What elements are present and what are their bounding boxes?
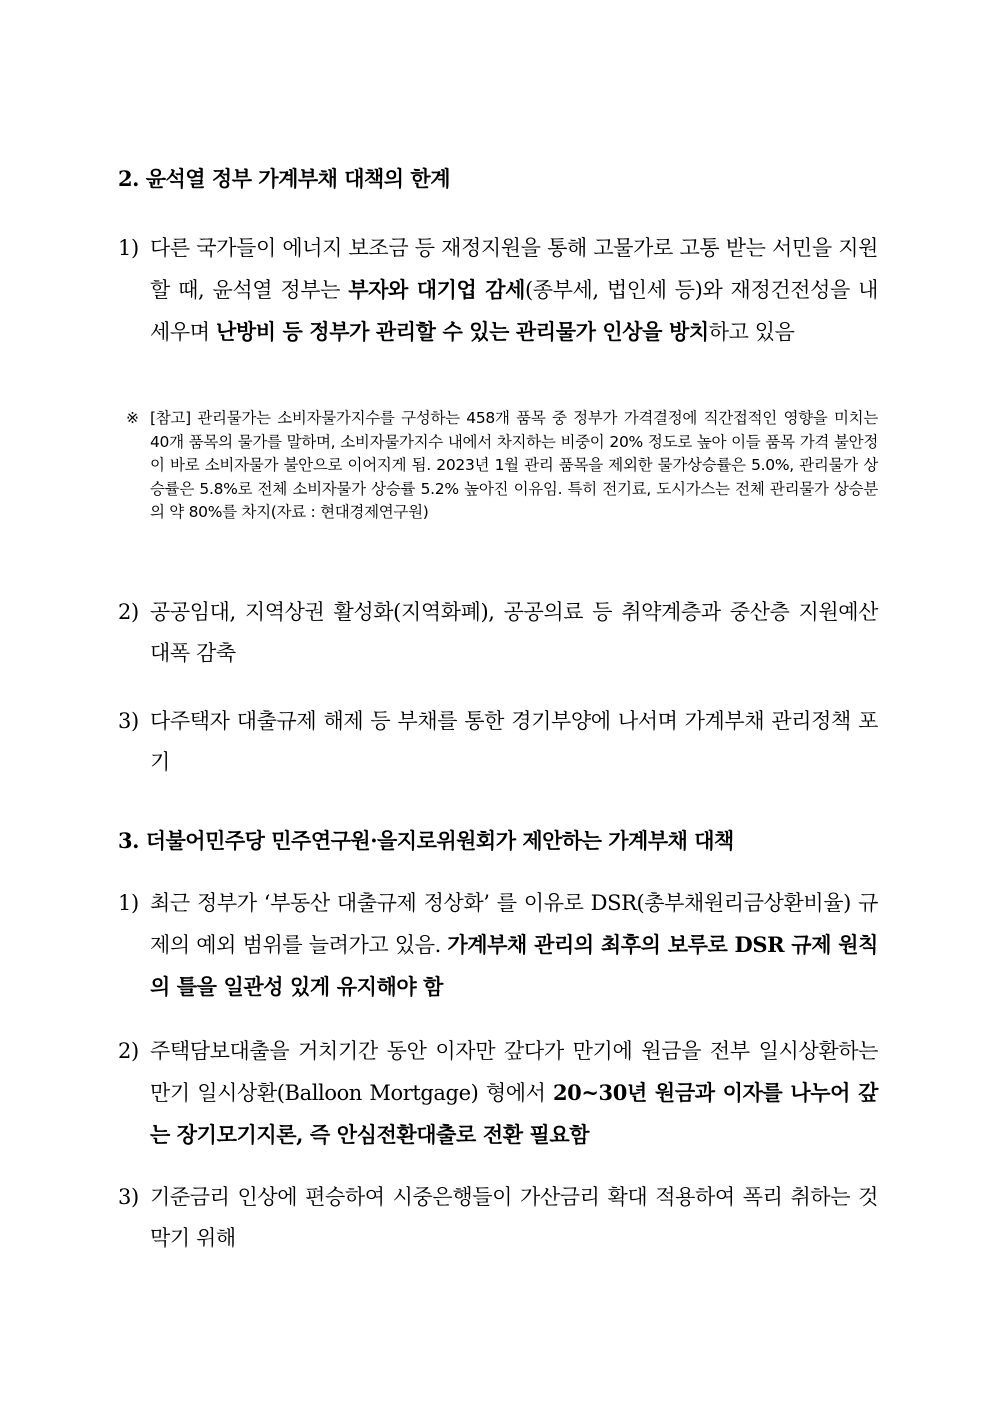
item-number: 1) — [118, 891, 139, 915]
item-number: 3) — [118, 709, 139, 733]
item-number: 1) — [118, 236, 139, 260]
bold-emphasis: 가계부채 관리의 최후의 보루로 DSR 규제 원칙의 틀을 일관성 있게 유지해야 함 — [150, 932, 879, 999]
section-2-item-1 — [118, 228, 878, 353]
section-3-item-1 — [118, 883, 878, 1008]
section-3-item-2 — [118, 1031, 878, 1156]
item-text: 공공임대, 지역상권 활성화(지역화폐), 공공의료 등 취약계층과 중산층 지원예산 대폭 감축 — [150, 600, 878, 665]
bold-emphasis: 난방비 등 정부가 관리할 수 있는 관리물가 인상을 방치 — [215, 319, 709, 344]
item-text: 기준금리 인상에 편승하여 시중은행들이 가산금리 확대 적용하여 폭리 취하는 것 막기 위해 — [150, 1185, 878, 1250]
bold-emphasis: 부자와 대기업 감세 — [348, 277, 525, 302]
item-text: 최근 정부가 ‘부동산 대출규제 정상화’ 를 이유로 DSR(총부채원리금상환비율) 규제의 예외 범위를 늘려가고 있음. 가계부채 관리의 최후의 보루로 DSR 규제 원칙의 틀을 일관성 있게 유지해야 함 — [150, 891, 879, 999]
item-number: 3) — [118, 1185, 139, 1209]
reference-note — [126, 407, 878, 525]
section-2-item-2 — [118, 592, 878, 674]
note-mark: ※ — [126, 409, 139, 427]
item-text: 다른 국가들이 에너지 보조금 등 재정지원을 통해 고물가로 고통 받는 서민을 지원할 때, 윤석열 정부는 부자와 대기업 감세(종부세, 법인세 등)와 재정건전성을 내세우며 난방비 등 정부가 관리할 수 있는 관리물가 인상을 방치하고 있음 — [150, 236, 878, 344]
item-number: 2) — [118, 1039, 139, 1063]
section-2-heading: 2. 윤석열 정부 가계부채 대책의 한계 — [118, 166, 450, 191]
item-number: 2) — [118, 600, 139, 624]
bold-emphasis: 20~30년 원금과 이자를 나누어 갚는 장기모기지론, 즉 안심전환대출로 전환 필요함 — [150, 1080, 878, 1147]
section-3-heading: 3. 더불어민주당 민주연구원·을지로위원회가 제안하는 가계부채 대책 — [118, 828, 734, 853]
item-text: 다주택자 대출규제 해제 등 부채를 통한 경기부양에 나서며 가계부채 관리정책 포기 — [150, 709, 878, 774]
note-text: [참고] 관리물가는 소비자물가지수를 구성하는 458개 품목 중 정부가 가격결정에 직간접적인 영향을 미치는 40개 품목의 물가를 말하며, 소비자물가지수 내에서 차지하는 비중이 20% 정도로 높아 이들 품목 가격 불안정이 바로 소비자물가 불안으로 이어지게 됨. 2023년 1월 관리 품목을 제외한 물가상승률은 5.0%, 관리물가 상승률은 5.8%로 전체 소비자물가 상승률 5.2% 높아진 이유임. 특히 전기료, 도시가스는 전체 관리물가 상승분의 약 80%를 차지(자료 : 현대경제연구원) — [150, 409, 878, 521]
section-3-item-3 — [118, 1177, 878, 1259]
section-2-item-3 — [118, 701, 878, 783]
item-text: 주택담보대출을 거치기간 동안 이자만 갚다가 만기에 원금을 전부 일시상환하는 만기 일시상환(Balloon Mortgage) 형에서 20~30년 원금과 이자를 나누어 갚는 장기모기지론, 즉 안심전환대출로 전환 필요함 — [150, 1039, 878, 1147]
